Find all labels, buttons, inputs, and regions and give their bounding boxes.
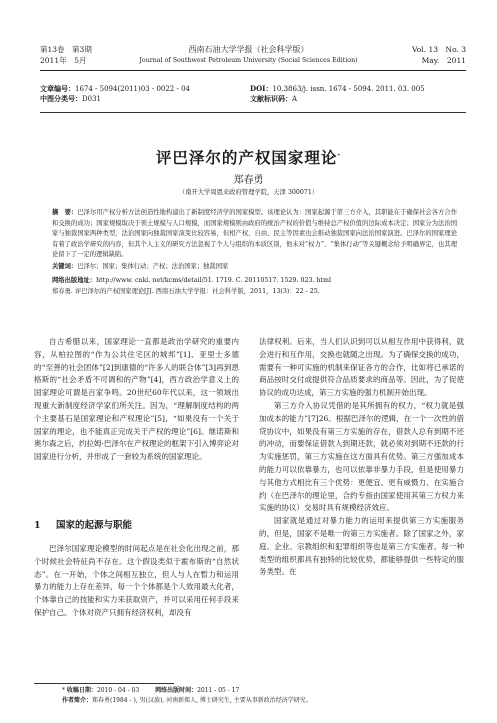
article-title: [0, 146, 497, 168]
keywords-text: 巴泽尔；国家；集体行动；产权；法治国家；独裁国家: [77, 262, 229, 270]
doi-label: DOI：: [250, 84, 273, 93]
intro-paragraph: 自古希腊以来，国家理论一直都是政治学研究的重要内容，从柏拉图的“作为公共住宅区的城邦”[1]、亚里士多德的“至善的社会团体”[2]到康德的“许多人的联合体”[3]再到恩格斯的“社会矛盾不可调和的产物”[4]，西方政治学意义上的国家理论可谓是百家争鸣。20世纪60年代以来，这一领域出现重大新制度经济学家们所关注。因为，“理解制度结构的两个主要基石是国家理论和产权理论”[5]，“如果没有一个关于国家的理论，也不能真正完成关于产权的理论”[6]。继诺斯和奥尔森之后，约拉姆·巴泽尔在产权理论的框架下引入博弈论对国家进行分析，并形成了一套较为系统的国家理论。: [34, 337, 239, 462]
section-paragraph: 巴泽尔国家理论模型的时间起点是在社会化出现之前，那个时候社会特征尚不存在。这个假设类似于霍布斯的“自然状态”。在一开始，个体之间相互独立，但人与人在暂力和运用暴力的能力上存在差异，每一个个体都是个人效用最大化者，个体靠自己的技能和实力来获取资产，并可以采用任何手段来保护自己。个体对资产只拥有经济权利，却没有: [34, 544, 239, 617]
author: 郑春勇: [233, 175, 264, 186]
article-meta-right: [250, 84, 425, 104]
header-rule: [40, 70, 466, 71]
article-no: 1674 - 5094(2011)03 - 0022 - 04: [75, 85, 190, 93]
section-heading: [34, 517, 132, 531]
online-url[interactable]: http://www. cnki. net/kcms/detail/51. 1719. C. 20110517. 1529. 023. html: [96, 277, 332, 284]
abstract-label: 摘 要：: [52, 209, 78, 216]
right-paragraph-1: 法律权利。后来，当人们认识到可以从相互作用中获得利，就会进行和互作用，交换也就随之出现。为了确保交换的成功，需要有一种可实施的机制来保证各方的合作，比如将已承诺的商品按时交付或提供符合品质要求的商品等。因此，为了促使协议的成功达成，第三方实施的强力机制开始出现。: [259, 337, 464, 398]
online-time: 2011 - 05 - 17: [197, 687, 240, 694]
doc-code: A: [292, 95, 298, 103]
keywords-label: 关键词：: [52, 262, 78, 270]
bio-label: 作者简介：: [62, 697, 93, 704]
right-column: [259, 336, 464, 579]
article-meta-left: [40, 84, 190, 104]
citation: 郑春勇. 评巴泽尔的产权国家理论[J]. 西南石油大学学报：社会科学版，2011，13(3)：22 - 25.: [52, 287, 320, 295]
journal-name-cn: 西南石油大学学报（社会科学版）: [188, 45, 309, 54]
clc-label: 中图分类号：: [40, 94, 82, 103]
online-label: 网络出版地址：: [52, 277, 97, 284]
article-title-text: 评巴泽尔的产权国家理论: [155, 148, 338, 167]
meta-rule: [40, 112, 466, 113]
left-column: [34, 336, 239, 464]
right-paragraph-3: 国家就是通过对暴力能力的运用来提供第三方实施服务的，但是，国家不是唯一的第三方实施者。除了国家之外，家庭、企业、宗教组织和犯罪组织等也是第三方实施者。每一种类型的组织都具有独特的比较优势，都能够提供一些特定的服务类型。在: [259, 516, 464, 577]
keywords: [52, 262, 457, 273]
volume-en: Vol. 13 No. 3: [412, 45, 466, 54]
abstract: [52, 208, 457, 261]
affiliation: （南开大学周恩来政府管理学院，天津 300071）: [178, 189, 319, 196]
received-label: 收稿日期：: [66, 687, 97, 694]
volume-cn: 第13卷 第3期: [40, 45, 92, 54]
date-en: May. 2011: [421, 56, 466, 65]
footnote-rule: [34, 683, 174, 684]
clc-code: D031: [82, 95, 101, 103]
section-number: 1: [34, 520, 41, 531]
abstract-block: [52, 208, 457, 297]
abstract-text: 巴泽尔用产权分析方法创造性地构建出了新制度经济学的国家模型。该理论认为：国家起源于第三方介入，其职能在于确保社会各方合作和交换的成功；国家规模取决于领土规模与人口规模，而国家规模则由政府的统治产权的价值与维持总产权价值的边际成本决定；国家分为法治国家与独裁国家两种类型，法治国家向独裁国家演变比较容易，但相产权、自由、民主等因素也会推动独裁国家向法治国家演进。巴泽尔的国家理论有着了政治学研究的内容，但其个人主义的研究方法忽视了个人与组织的本质区别，他未对“权力”、“集体行动”等关键概念给予明确界定，也其理论留下了一定的逻辑缺陷。: [52, 209, 458, 258]
title-footnote-mark: *: [337, 152, 342, 159]
journal-name-en: Journal of Southwest Petroleum University (Social Sciences Edition): [139, 57, 358, 64]
left-column-bottom: [34, 543, 239, 620]
footnote: * 收稿日期：2010 - 04 - 03 网络出版时间：2011 - 05 - 17 作者简介：郑春勇(1984 - ), 男(汉族), 河南新郑人, 博士研究生, 主要从事新政治经济学研究。: [62, 687, 312, 704]
doc-code-label: 文献标识码：: [250, 94, 292, 103]
right-paragraph-2: 第三方介入协议凭借的是其所拥有的权力，“权力就是强加成本的能力”[7]26。根据巴泽尔的逻辑，在一个一次性的借贷协议中，如果没有第三方实施的存在，借款人总有到期不还的冲动，而要保证借款人到期还款，就必须对到期不还款的行为实施惩罚，第三方实施在这方面具有优势。第三方强加成本的能力可以依靠暴力，也可以依靠非暴力手段，但是使用暴力与其他方式相比有三个优势：更便宜、更有威慑力、在实施合约（在巴泽尔的理论里，合约专指由国家使用其第三方权力来实施的协议）交易时具有规模经济效应。: [259, 400, 464, 513]
article-no-label: 文章编号：: [40, 84, 75, 93]
volume-info-en: [380, 44, 466, 66]
author-bio: 郑春勇(1984 - ), 男(汉族), 河南新郑人, 博士研究生, 主要从事新政治经济学研究。: [92, 697, 312, 704]
volume-info: [40, 44, 92, 66]
journal-title: [120, 44, 377, 66]
online-address: [52, 276, 457, 287]
section-title: 国家的起源与职能: [55, 520, 132, 531]
received-date: 2010 - 04 - 03: [96, 687, 140, 694]
doi: 10.3863/j. issn. 1674 - 5094. 2011. 03. 005: [272, 85, 425, 93]
online-time-label: 网络出版时间：: [155, 687, 198, 694]
date-cn: 2011年 5月: [40, 56, 87, 65]
